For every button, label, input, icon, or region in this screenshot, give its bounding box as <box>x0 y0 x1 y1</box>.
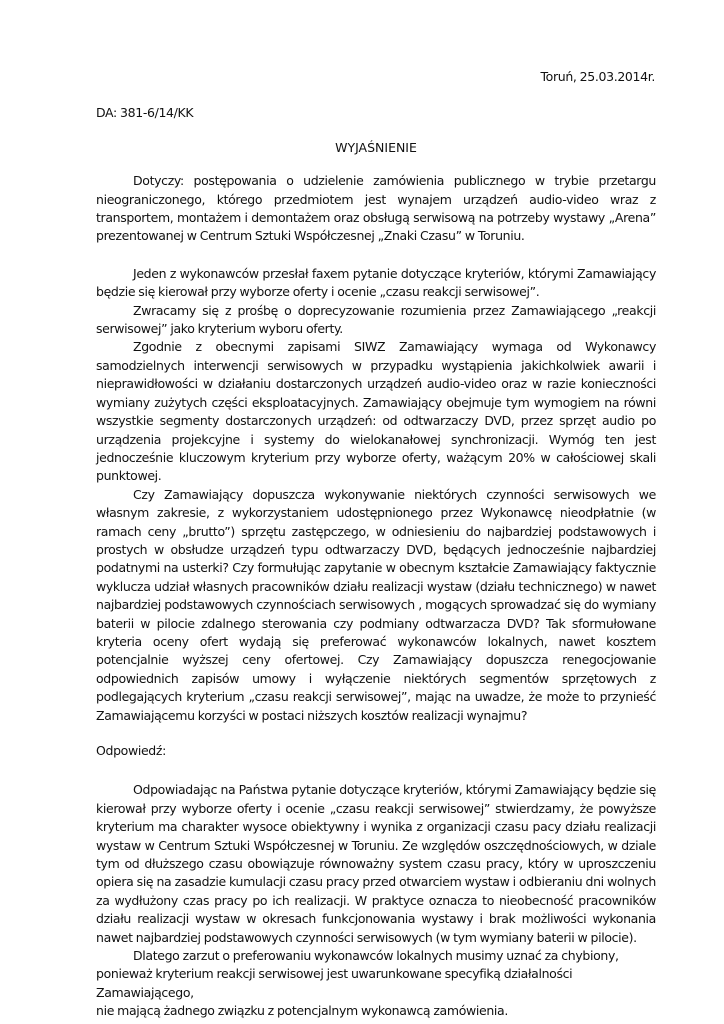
answer-label: Odpowiedź: <box>96 743 166 758</box>
question-paragraph-1: Jeden z wykonawców przesłał faxem pytanie dotyczące kryteriów, którymi Zamawiający będzie się kierował przy wyborze oferty i ocenie „czasu reakcji serwisowej”. <box>96 265 656 300</box>
answer-paragraph-1: Odpowiadając na Państwa pytanie dotyczące kryteriów, którymi Zamawiający będzie się kierował przy wyborze oferty i ocenie „czasu reakcji serwisowej” stwierdzamy, że powyższe kryterium ma charakter wysoce obiektywny i wynika z organizacji czasu pacy działu realizacji wystaw w Centrum Sztuki Współczesnej w Toruniu. Ze względów oszczędnościowych, w dziale tym od dłuższego czasu obowiązuje równoważny system czasu pracy, który w uproszczeniu opiera się na zasadzie kumulacji czasu pracy przed otwarciem wystaw i odbieraniu dni wolnych za wydłużony czas pracy po ich realizacji. W praktyce oznacza to nieobecność pracowników działu realizacji wystaw w okresach funkcjonowania wystawy i brak możliwości wykonania nawet najbardziej podstawowych czynności serwisowych (w tym wymiany baterii w pilocie). <box>96 782 656 945</box>
document-body <box>96 68 656 1021</box>
place-date: Toruń, 25.03.2014r. <box>540 69 655 84</box>
question-paragraph-2: Zwracamy się z prośbę o doprecyzowanie rozumienia przez Zamawiającego „reakcji serwisowej” jako kryterium wyboru oferty. <box>96 302 656 337</box>
answer-paragraph-2-line-2: ponieważ kryterium reakcji serwisowej jest uwarunkowane specyfiką działalności Zamawiającego, <box>96 966 573 1000</box>
subject-paragraph: Dotyczy: postępowania o udzielenie zamówienia publicznego w trybie przetargu nieograniczonego, którego przedmiotem jest wynajem urządzeń audio-video wraz z transportem, montażem i demontażem oraz obsługą serwisową na potrzeby wystawy „Arena” prezentowanej w Centrum Sztuki Współczesnej „Znaki Czasu” w Toruniu. <box>96 173 656 244</box>
answer-paragraph-2 <box>96 947 656 1021</box>
question-paragraph-3: Zgodnie z obecnymi zapisami SIWZ Zamawiający wymaga od Wykonawcy samodzielnych interwencji serwisowych w przypadku wystąpienia jakichkolwiek awarii i nieprawidłowości w działaniu dostarczonych urządzeń audio-video oraz w razie konieczności wymiany zużytych części eksploatacyjnych. Zamawiający obejmuje tym wymogiem na równi wszystkie segmenty dostarczonych urządzeń: od odtwarzaczy DVD, przez sprzęt audio po urządzenia projekcyjne i systemy do wielokanałowej synchronizacji. Wymóg ten jest jednocześnie kluczowym kryterium przy wyborze oferty, ważącym 20% w całościowej skali punktowej. <box>96 339 656 484</box>
reference-number: DA: 381-6/14/KK <box>96 105 194 121</box>
answer-paragraph-2-line-1: Dlatego zarzut o preferowaniu wykonawców lokalnych musimy uznać za chybiony, <box>133 948 619 964</box>
answer-paragraph-2-line-3: nie mającą żadnego związku z potencjalnym wykonawcą zamówienia. <box>96 1003 508 1019</box>
question-paragraph-4: Czy Zamawiający dopuszcza wykonywanie niektórych czynności serwisowych we własnym zakresie, z wykorzystaniem udostępnionego przez Wykonawcę nieodpłatnie (w ramach ceny „brutto”) sprzętu zastępczego, w odniesieniu do najbardziej podstawowych i prostych w obsłudze urządzeń typu odtwarzaczy DVD, będących jednocześnie najbardziej podatnymi na usterki? Czy formułując zapytanie w obecnym kształcie Zamawiający faktycznie wyklucza udział własnych pracowników działu realizacji wystaw (działu technicznego) w nawet najbardziej podstawowych czynnościach serwisowych , mogących sprowadzać się do wymiany baterii w pilocie zdalnego sterowania czy podmiany odtwarzacza DVD? Tak sformułowane kryteria oceny ofert wydają się preferować wykonawców lokalnych, nawet kosztem potencjalnie wyższej ceny ofertowej. Czy Zamawiający dopuszcza renegocjowanie odpowiednich zapisów umowy i wyłączenie niektórych segmentów sprzętowych z podlegających kryterium „czasu reakcji serwisowej”, mając na uwadze, że może to przynieść Zamawiającemu korzyści w postaci niższych kosztów realizacji wynajmu? <box>96 486 656 723</box>
document-title: WYJAŚNIENIE <box>335 139 417 155</box>
